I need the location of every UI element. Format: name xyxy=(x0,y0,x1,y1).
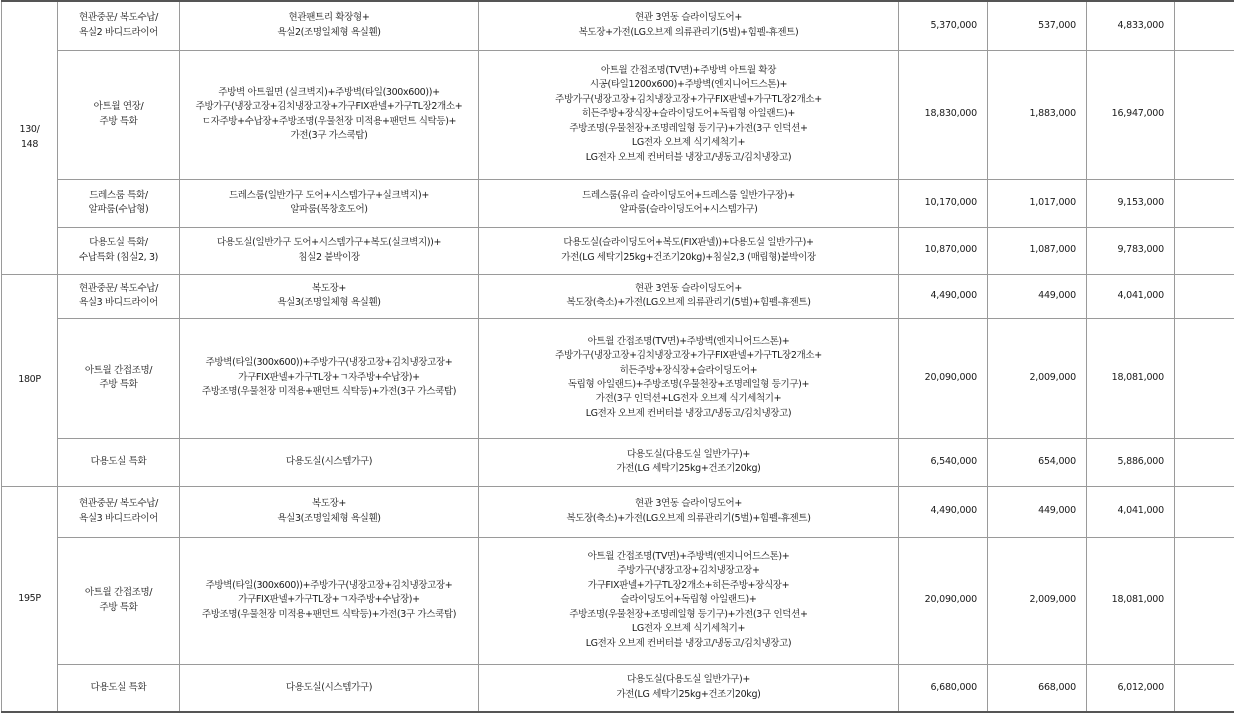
option-spec-cell: 아트월 간접조명(TV면)+주방벽(엔지니어드스톤)+ 주방가구(냉장고장+김치냉장고장+가구FIX판넬+가구TL장2개소+ 히든주방+장식장+슬라이딩도어+ 독립형 아일랜드)+주방조명(우물천장+조명레일형 등기구)+ 가전(3구 인덕션+LG전자 오브제 식기세척기+ LG전자 오브제 컨버터블 냉장고/냉동고/김치냉장고) xyxy=(479,318,899,438)
basic-spec-cell: 복도장+ 욕실3(조명일체형 욕실휀) xyxy=(180,486,479,537)
basic-spec-cell: 주방벽 아트월면 (실크벽지)+주방벽(타일(300x600))+ 주방가구(냉장고장+김치냉장고장+가구FIX판넬+가구TL장2개소+ ㄷ자주방+수납장+주방조명(우물천장 미적용+팬던트 식탁등)+ 가전(3구 가스쿡탑) xyxy=(180,50,479,179)
note-cell xyxy=(1175,537,1234,664)
option-item-cell: 아트월 간접조명/ 주방 특화 xyxy=(58,537,180,664)
option-item-cell: 아트월 간접조명/ 주방 특화 xyxy=(58,318,180,438)
option-item-cell: 현관중문/ 복도수납/ 욕실2 바디드라이어 xyxy=(58,1,180,50)
balance-cell: 18,081,000 xyxy=(1087,537,1175,664)
price-cell: 20,090,000 xyxy=(899,537,988,664)
option-spec-cell: 현관 3연동 슬라이딩도어+ 복도장(축소)+가전(LG오브제 의류관리기(5벌)+힘펠-휴젠트) xyxy=(479,274,899,318)
note-cell xyxy=(1175,50,1234,179)
option-spec-cell: 다용도실(슬라이딩도어+복도(FIX판넬))+다용도실 일반가구)+ 가전(LG 세탁기25kg+건조기20kg)+침실2,3 (매립형)붙박이장 xyxy=(479,227,899,274)
unit-size-cell: 130/ 148 xyxy=(2,1,58,274)
price-cell: 6,680,000 xyxy=(899,664,988,712)
price-cell: 5,370,000 xyxy=(899,1,988,50)
note-cell xyxy=(1175,1,1234,50)
price-cell: 6,540,000 xyxy=(899,438,988,486)
basic-spec-cell: 복도장+ 욕실3(조명일체형 욕실휀) xyxy=(180,274,479,318)
table-row xyxy=(2,537,1234,664)
note-cell xyxy=(1175,486,1234,537)
basic-spec-cell: 다용도실(시스템가구) xyxy=(180,438,479,486)
basic-spec-cell: 다용도실(시스템가구) xyxy=(180,664,479,712)
unit-size-cell: 180P xyxy=(2,274,58,486)
note-cell xyxy=(1175,179,1234,227)
table-row xyxy=(2,227,1234,274)
price-cell: 20,090,000 xyxy=(899,318,988,438)
balance-cell: 4,833,000 xyxy=(1087,1,1175,50)
option-item-cell: 다용도실 특화 xyxy=(58,438,180,486)
deposit-cell: 449,000 xyxy=(988,486,1087,537)
option-item-cell: 다용도실 특화 xyxy=(58,664,180,712)
deposit-cell: 537,000 xyxy=(988,1,1087,50)
table-row xyxy=(2,486,1234,537)
option-item-cell: 현관중문/ 복도수납/ 욕실3 바디드라이어 xyxy=(58,486,180,537)
table-row xyxy=(2,438,1234,486)
deposit-cell: 1,883,000 xyxy=(988,50,1087,179)
table-row xyxy=(2,318,1234,438)
balance-cell: 5,886,000 xyxy=(1087,438,1175,486)
deposit-cell: 668,000 xyxy=(988,664,1087,712)
balance-cell: 9,783,000 xyxy=(1087,227,1175,274)
price-cell: 4,490,000 xyxy=(899,486,988,537)
price-cell: 10,170,000 xyxy=(899,179,988,227)
basic-spec-cell: 다용도실(일반가구 도어+시스템가구+복도(실크벽지))+ 침실2 붙박이장 xyxy=(180,227,479,274)
deposit-cell: 2,009,000 xyxy=(988,318,1087,438)
balance-cell: 4,041,000 xyxy=(1087,274,1175,318)
balance-cell: 18,081,000 xyxy=(1087,318,1175,438)
balance-cell: 6,012,000 xyxy=(1087,664,1175,712)
balance-cell: 4,041,000 xyxy=(1087,486,1175,537)
option-item-cell: 다용도실 특화/ 수납특화 (침실2, 3) xyxy=(58,227,180,274)
deposit-cell: 654,000 xyxy=(988,438,1087,486)
option-spec-cell: 다용도실(다용도실 일반가구)+ 가전(LG 세탁기25kg+건조기20kg) xyxy=(479,438,899,486)
balance-cell: 16,947,000 xyxy=(1087,50,1175,179)
deposit-cell: 449,000 xyxy=(988,274,1087,318)
option-spec-cell: 현관 3연동 슬라이딩도어+ 복도장(축소)+가전(LG오브제 의류관리기(5벌)+힘펠-휴젠트) xyxy=(479,486,899,537)
deposit-cell: 2,009,000 xyxy=(988,537,1087,664)
option-spec-cell: 드레스룸(유리 슬라이딩도어+드레스룸 일반가구장)+ 알파룸(슬라이딩도어+시스템가구) xyxy=(479,179,899,227)
basic-spec-cell: 주방벽(타일(300x600))+주방가구(냉장고장+김치냉장고장+ 가구FIX판넬+가구TL장+ㄱ자주방+수납장)+ 주방조명(우물천장 미적용+팬던트 식탁등)+가전(3구 가스쿡탑) xyxy=(180,318,479,438)
basic-spec-cell: 현관팬트리 확장형+ 욕실2(조명일체형 욕실휀) xyxy=(180,1,479,50)
option-item-cell: 현관중문/ 복도수납/ 욕실3 바디드라이어 xyxy=(58,274,180,318)
note-cell xyxy=(1175,438,1234,486)
note-cell xyxy=(1175,664,1234,712)
deposit-cell: 1,017,000 xyxy=(988,179,1087,227)
table-row xyxy=(2,50,1234,179)
deposit-cell: 1,087,000 xyxy=(988,227,1087,274)
basic-spec-cell: 드레스룸(일반가구 도어+시스템가구+실크벽지)+ 알파룸(목창호도어) xyxy=(180,179,479,227)
option-spec-cell: 현관 3연동 슬라이딩도어+ 복도장+가전(LG오브제 의류관리기(5벌)+힘펠-휴젠트) xyxy=(479,1,899,50)
table-row xyxy=(2,179,1234,227)
option-spec-cell: 아트월 간접조명(TV면)+주방벽 아트월 확장 시공(타일1200x600)+주방벽(엔지니어드스톤)+ 주방가구(냉장고장+김치냉장고장+가구FIX판넬+가구TL장2개소+ 히든주방+장식장+슬라이딩도어+독립형 아일랜드)+ 주방조명(우물천장+조명레일형 등기구)+가전(3구 인덕션+ LG전자 오브제 식기세척기+ LG전자 오브제 컨버터블 냉장고/냉동고/김치냉장고) xyxy=(479,50,899,179)
price-cell: 10,870,000 xyxy=(899,227,988,274)
option-spec-cell: 다용도실(다용도실 일반가구)+ 가전(LG 세탁기25kg+건조기20kg) xyxy=(479,664,899,712)
table-row xyxy=(2,1,1234,50)
note-cell xyxy=(1175,318,1234,438)
option-item-cell: 아트월 연장/ 주방 특화 xyxy=(58,50,180,179)
unit-size-cell: 195P xyxy=(2,486,58,712)
option-price-table xyxy=(1,0,1234,713)
option-spec-cell: 아트월 간접조명(TV면)+주방벽(엔지니어드스톤)+ 주방가구(냉장고장+김치냉장고장+ 가구FIX판넬+가구TL장2개소+히든주방+장식장+ 슬라이딩도어+독립형 아일랜드)+ 주방조명(우물천장+조명레일형 등기구)+가전(3구 인덕션+ LG전자 오브제 식기세척기+ LG전자 오브제 컨버터블 냉장고/냉동고/김치냉장고) xyxy=(479,537,899,664)
note-cell xyxy=(1175,274,1234,318)
basic-spec-cell: 주방벽(타일(300x600))+주방가구(냉장고장+김치냉장고장+ 가구FIX판넬+가구TL장+ㄱ자주방+수납장)+ 주방조명(우물천장 미적용+팬던트 식탁등)+가전(3구 가스쿡탑) xyxy=(180,537,479,664)
table-row xyxy=(2,274,1234,318)
price-cell: 4,490,000 xyxy=(899,274,988,318)
price-cell: 18,830,000 xyxy=(899,50,988,179)
note-cell xyxy=(1175,227,1234,274)
table-body xyxy=(2,1,1234,712)
balance-cell: 9,153,000 xyxy=(1087,179,1175,227)
table-row xyxy=(2,664,1234,712)
option-item-cell: 드레스룸 특화/ 알파룸(수납형) xyxy=(58,179,180,227)
